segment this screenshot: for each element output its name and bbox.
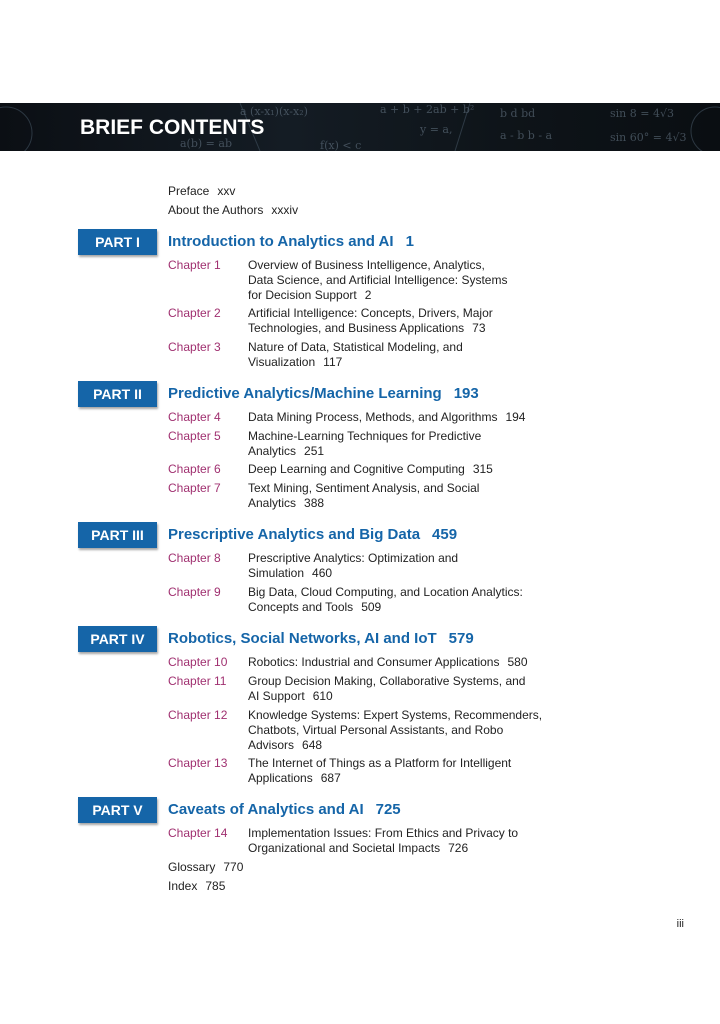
chapter-2-title [248,306,493,336]
part-1-title [168,233,414,250]
chapter-5-line-2: Analytics [248,444,297,458]
chapter-13-page: 687 [320,771,341,785]
part-5-title [168,801,401,818]
toc-preface [168,184,235,198]
chapter-14-label: Chapter 14 [168,826,228,840]
chapter-1-page: 2 [364,288,372,302]
chapter-2-page: 73 [472,321,486,335]
chapter-12-label: Chapter 12 [168,708,228,722]
toc-index-page: 785 [205,879,226,893]
svg-text:a (x-x₁)(x-x₂): a (x-x₁)(x-x₂) [240,105,308,118]
part-1-title-text: Introduction to Analytics and AI [168,233,394,250]
chapter-8-title [248,551,458,581]
svg-text:sin 60° = 4√3: sin 60° = 4√3 [610,131,687,144]
chapter-3-title [248,340,463,370]
part-2-title-text: Predictive Analytics/Machine Learning [168,385,442,402]
chapter-1-title [248,258,507,303]
part-2-badge: PART II [78,381,157,407]
chapter-6-line-1: Deep Learning and Cognitive Computing [248,462,465,476]
toc-glossary [168,860,243,874]
part-5-badge: PART V [78,797,157,823]
part-3-page: 459 [432,526,458,543]
chapter-2-label: Chapter 2 [168,306,221,320]
part-1-page: 1 [405,233,414,250]
chapter-1-label: Chapter 1 [168,258,221,272]
svg-text:f(x) < c: f(x) < c [320,139,362,151]
chapter-10-label: Chapter 10 [168,655,228,669]
chapter-4-label: Chapter 4 [168,410,221,424]
chapter-3-line-2: Visualization [248,355,316,369]
part-2-page: 193 [453,385,479,402]
chapter-11-line-1: Group Decision Making, Collaborative Systems, and [248,674,526,688]
part-4-title [168,630,474,647]
svg-text:a - b b - a: a - b b - a [500,129,553,142]
part-3-badge: PART III [78,522,157,548]
part-1-badge: PART I [78,229,157,255]
chapter-7-page: 388 [304,496,325,510]
part-4-page: 579 [448,630,474,647]
chapter-7-line-1: Text Mining, Sentiment Analysis, and Social [248,481,480,495]
chapter-11-line-2: AI Support [248,689,305,703]
toc-about-authors-page: xxxiv [271,203,299,217]
part-2-title [168,385,479,402]
chapter-10-title [248,655,528,670]
toc-preface-page: xxv [217,184,236,198]
chapter-12-line-2: Chatbots, Virtual Personal Assistants, and Robo [248,723,504,737]
chapter-13-line-2: Applications [248,771,313,785]
part-4-badge: PART IV [78,626,157,652]
chapter-9-label: Chapter 9 [168,585,221,599]
chapter-11-label: Chapter 11 [168,674,227,688]
chapter-12-line-1: Knowledge Systems: Expert Systems, Recommenders, [248,708,543,722]
chapter-1-line-2: Data Science, and Artificial Intelligence: Systems [248,273,508,287]
chapter-13-title [248,756,511,786]
chapter-8-line-2: Simulation [248,566,305,580]
page-title: BRIEF CONTENTS [80,116,265,139]
svg-text:y = a,: y = a, [420,123,453,136]
chapter-13-label: Chapter 13 [168,756,228,770]
svg-text:a(b) = ab: a(b) = ab [180,137,232,150]
chapter-8-label: Chapter 8 [168,551,221,565]
chapter-6-title [248,462,493,477]
part-3-title-text: Prescriptive Analytics and Big Data [168,526,421,543]
chapter-7-line-2: Analytics [248,496,297,510]
chapter-3-line-1: Nature of Data, Statistical Modeling, and [248,340,463,354]
chapter-4-page: 194 [505,410,526,424]
chapter-5-label: Chapter 5 [168,429,221,443]
chapter-7-label: Chapter 7 [168,481,221,495]
chapter-5-title [248,429,481,459]
chapter-3-page: 117 [323,355,343,369]
chapter-8-page: 460 [312,566,333,580]
chapter-13-line-1: The Internet of Things as a Platform for Intelligent [248,756,512,770]
chapter-6-page: 315 [472,462,493,476]
chapter-7-title [248,481,479,511]
chapter-2-line-1: Artificial Intelligence: Concepts, Drivers, Major [248,306,493,320]
chapter-9-page: 509 [361,600,382,614]
chapter-4-title [248,410,525,425]
chapter-14-page: 726 [448,841,469,855]
chapter-3-label: Chapter 3 [168,340,221,354]
chapter-14-line-2: Organizational and Societal Impacts [248,841,441,855]
chapter-5-page: 251 [304,444,325,458]
header-banner [0,103,720,151]
svg-text:sin 8 = 4√3: sin 8 = 4√3 [610,107,674,120]
chapter-14-line-1: Implementation Issues: From Ethics and Privacy to [248,826,519,840]
toc-preface-label: Preface [168,184,210,198]
chapter-10-line-1: Robotics: Industrial and Consumer Applications [248,655,500,669]
toc-index-label: Index [168,879,198,893]
chapter-1-line-3: for Decision Support [248,288,357,302]
chapter-9-line-1: Big Data, Cloud Computing, and Location Analytics: [248,585,523,599]
chapter-9-line-2: Concepts and Tools [248,600,354,614]
chapter-6-label: Chapter 6 [168,462,221,476]
toc-index [168,879,225,893]
chapter-9-title [248,585,523,615]
part-3-title [168,526,457,543]
toc-about-authors [168,203,298,217]
chapter-5-line-1: Machine-Learning Techniques for Predictive [248,429,482,443]
chapter-11-page: 610 [312,689,333,703]
svg-text:b d bd: b d bd [500,107,536,120]
chapter-8-line-1: Prescriptive Analytics: Optimization and [248,551,459,565]
svg-text:a + b + 2ab + b²: a + b + 2ab + b² [380,103,475,116]
chapter-12-page: 648 [302,738,323,752]
toc-about-authors-label: About the Authors [168,203,264,217]
toc-glossary-page: 770 [223,860,244,874]
chapter-11-title [248,674,525,704]
page-number: iii [676,918,684,930]
chapter-12-title [248,708,542,753]
chapter-10-page: 580 [507,655,528,669]
part-5-title-text: Caveats of Analytics and AI [168,801,364,818]
part-5-page: 725 [375,801,401,818]
chapter-2-line-2: Technologies, and Business Applications [248,321,465,335]
chapter-14-title [248,826,518,856]
part-4-title-text: Robotics, Social Networks, AI and IoT [168,630,437,647]
chapter-4-line-1: Data Mining Process, Methods, and Algorithms [248,410,498,424]
toc-glossary-label: Glossary [168,860,216,874]
chapter-1-line-1: Overview of Business Intelligence, Analytics, [248,258,485,272]
chapter-12-line-3: Advisors [248,738,295,752]
